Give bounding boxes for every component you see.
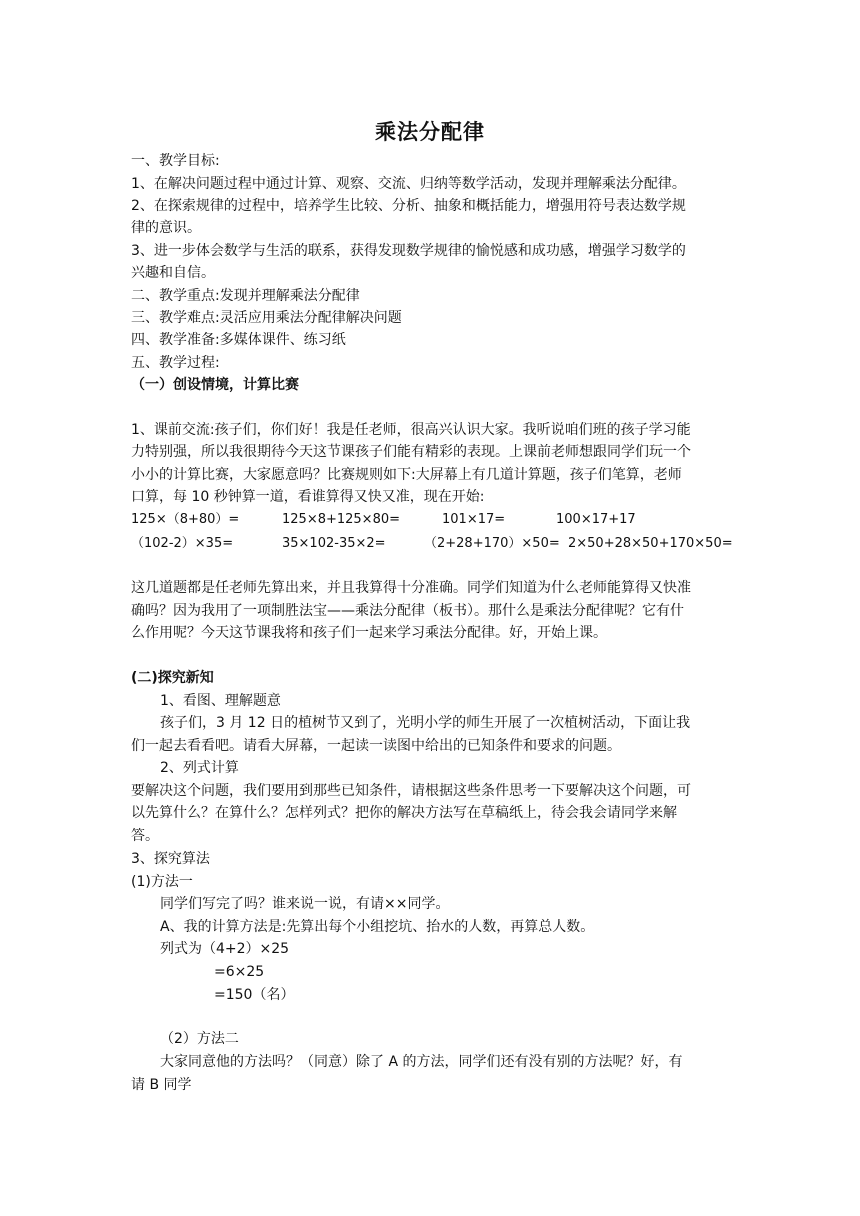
step-1-title: 1、看图、理解题意 [160,693,281,709]
step-1-line-1: 孩子们，3 月 12 日的植树节又到了，光明小学的师生开展了一次植树活动，下面让我 [160,715,691,731]
goal-2-line-1: 2、在探索规律的过程中，培养学生比较、分析、抽象和概括能力，增强用符号表达数学规 [131,198,686,214]
process-heading: 五、教学过程: [131,355,220,371]
paragraph-2-line-2: 确吗？因为我用了一项制胜法宝——乘法分配律（板书）。那什么是乘法分配律呢？它有什 [131,603,684,619]
method-2-line-1: 大家同意他的方法吗？（同意）除了 A 的方法，同学们还有没有别的方法呢？好，有 [160,1054,683,1070]
paragraph-1-line-2: 力特别强，所以我很期待今天这节课孩子们能有精彩的表现。上课前老师想跟同学们玩一个 [131,444,691,460]
method-2-line-2: 请 B 同学 [131,1077,192,1093]
goal-3-line-2: 兴趣和自信。 [131,265,215,281]
step-2-title: 2、列式计算 [160,760,239,776]
step-2-line-2: 以先算什么？在算什么？怎样列式？把你的解决方法写在草稿纸上，待会我会请同学来解 [131,805,677,821]
goal-1: 1、在解决问题过程中通过计算、观察、交流、归纳等数学活动，发现并理解乘法分配律。 [131,176,686,192]
difficult-point: 三、教学难点:灵活应用乘法分配律解决问题 [131,310,402,326]
paragraph-1-line-4: 口算，每 10 秒钟算一道，看谁算得又快又准，现在开始: [131,489,485,505]
paragraph-1-line-1: 1、课前交流:孩子们，你们好！我是任老师，很高兴认识大家。我听说咱们班的孩子学习能 [131,422,691,438]
exercise-6: 35×102-35×2= [282,536,386,551]
goal-3-line-1: 3、进一步体会数学与生活的联系，获得发现数学规律的愉悦感和成功感，增强学习数学的 [131,243,686,259]
exercise-1: 125×（8+80）= [131,512,240,527]
step-1-line-2: 们一起去看看吧。请看大屏幕，一起读一读图中给出的已知条件和要求的问题。 [131,738,621,754]
step-2-line-1: 要解决这个问题，我们要用到那些已知条件，请根据这些条件思考一下要解决这个问题，可 [131,783,691,799]
step-3-title: 3、探究算法 [131,851,210,867]
exercise-5: （102-2）×35= [131,536,234,551]
exercise-4: 100×17+17 [556,512,636,527]
method-1-line-2: A、我的计算方法是:先算出每个小组挖坑、抬水的人数，再算总人数。 [160,919,595,935]
document-title: 乘法分配律 [375,120,485,144]
preparation: 四、教学准备:多媒体课件、练习纸 [131,332,346,348]
method-1-line-1: 同学们写完了吗？谁来说一说，有请××同学。 [160,896,450,912]
goals-heading: 一、教学目标: [131,153,220,169]
exercise-3: 101×17= [442,512,506,527]
formula-line-3: =150（名） [214,987,295,1003]
exercise-2: 125×8+125×80= [282,512,401,527]
formula-line-2: =6×25 [214,964,265,980]
key-point: 二、教学重点:发现并理解乘法分配律 [131,288,360,304]
formula-line-1: 列式为（4+2）×25 [160,941,290,957]
method-2-title: （2）方法二 [160,1031,239,1047]
paragraph-2-line-1: 这几道题都是任老师先算出来，并且我算得十分准确。同学们知道为什么老师能算得又快准 [131,580,691,596]
step-2-line-3: 答。 [131,828,159,844]
paragraph-2-line-3: 么作用呢？今天这节课我将和孩子们一起来学习乘法分配律。好，开始上课。 [131,625,607,641]
part-1-heading: （一）创设情境，计算比赛 [131,377,299,393]
method-1-title: (1)方法一 [131,874,193,890]
paragraph-1-line-3: 小小的计算比赛，大家愿意吗？比赛规则如下:大屏幕上有几道计算题，孩子们笔算，老师 [131,467,682,483]
exercise-8: 2×50+28×50+170×50= [568,536,733,551]
part-2-heading: (二)探究新知 [131,670,214,686]
goal-2-line-2: 律的意识。 [131,220,201,236]
exercise-7: （2+28+170）×50= [424,536,560,551]
